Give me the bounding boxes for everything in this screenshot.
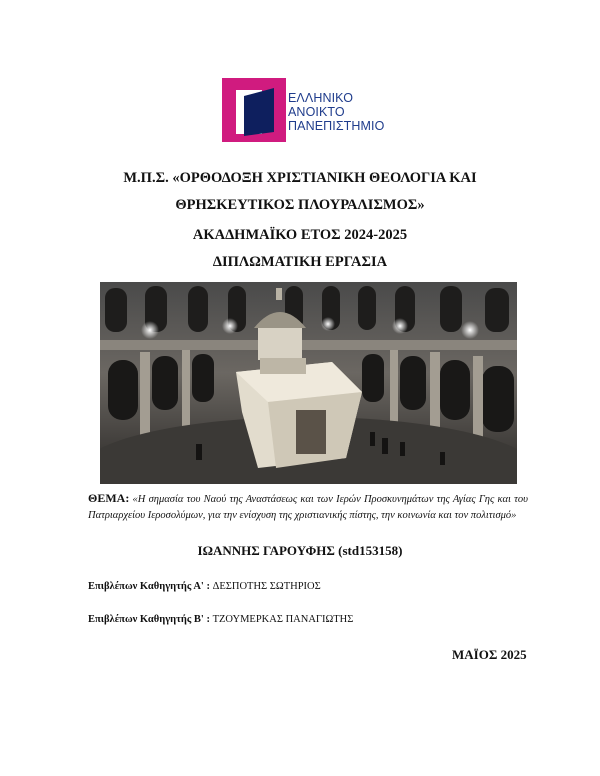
supervisor-a bbox=[88, 581, 321, 592]
supervisor-b bbox=[88, 614, 353, 625]
logo-line: ΠΑΝΕΠΙΣΤΗΜΙΟ bbox=[288, 119, 385, 133]
author-name: ΙΩΑΝΝΗΣ ΓΑΡΟΥΦΗΣ (std153158) bbox=[197, 543, 403, 558]
cover-photo bbox=[100, 282, 517, 484]
supervisor-role: Επιβλέπων Καθηγητής Α' : bbox=[88, 581, 210, 592]
thesis-topic-label: ΘΕΜΑ: bbox=[88, 491, 130, 505]
document-type: ΔΙΠΛΩΜΑΤΙΚΗ ΕΡΓΑΣΙΑ bbox=[212, 254, 388, 270]
submission-date: ΜΑΪΟΣ 2025 bbox=[452, 647, 527, 662]
university-name bbox=[288, 91, 384, 133]
program-title-line-1: Μ.Π.Σ. «ΟΡΘΟΔΟΞΗ ΧΡΙΣΤΙΑΝΙΚΗ ΘΕΟΛΟΓΙΑ ΚΑΙ bbox=[123, 170, 477, 186]
academic-year: ΑΚΑΔΗΜΑΪΚΟ ΕΤΟΣ 2024-2025 bbox=[192, 227, 408, 243]
church-interior-image bbox=[100, 282, 517, 484]
program-title-line-2: ΘΡΗΣΚΕΥΤΙΚΟΣ ΠΛΟΥΡΑΛΙΣΜΟΣ» bbox=[175, 197, 425, 213]
university-logo bbox=[222, 78, 402, 142]
logo-line: ΕΛΛΗΝΙΚΟ bbox=[288, 91, 354, 105]
thesis-topic-text: «Η σημασία του Ναού της Αναστάσεως και των Ιερών Προσκυνημάτων της Αγίας Γης και του Πατριαρχείου Ιεροσολύμων, για την ενίσχυση της χριστιανικής πίστης, την κοινωνία και τον πολιτισμό» bbox=[88, 494, 528, 521]
university-logo-mark-icon bbox=[222, 78, 286, 142]
thesis-topic bbox=[88, 490, 528, 524]
supervisor-name: ΔΕΣΠΟΤΗΣ ΣΩΤΗΡΙΟΣ bbox=[212, 581, 321, 592]
logo-line: ΑΝΟΙΚΤΟ bbox=[288, 105, 345, 119]
supervisor-role: Επιβλέπων Καθηγητής Β' : bbox=[88, 614, 210, 625]
supervisor-name: ΤΖΟΥΜΕΡΚΑΣ ΠΑΝΑΓΙΩΤΗΣ bbox=[212, 614, 354, 625]
